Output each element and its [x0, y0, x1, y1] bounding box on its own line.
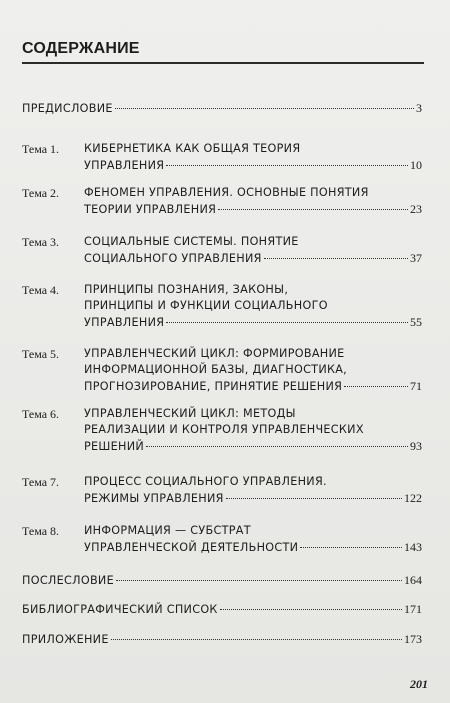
toc-entry-line: ПРИНЦИПЫ И ФУНКЦИИ СОЦИАЛЬНОГО: [84, 299, 328, 312]
toc-page-number: 143: [404, 540, 422, 554]
dot-leader: [226, 498, 402, 499]
toc-entry-title: РЕЖИМЫ УПРАВЛЕНИЯ: [84, 492, 224, 505]
page-title: СОДЕРЖАНИЕ: [22, 40, 140, 57]
dot-leader: [146, 446, 408, 447]
toc-page-number: 93: [410, 439, 422, 453]
toc-entry-line: ПРОЦЕСС СОЦИАЛЬНОГО УПРАВЛЕНИЯ.: [84, 475, 327, 488]
topic-number: Тема 3.: [22, 235, 60, 249]
toc-page-number: 164: [404, 573, 422, 587]
toc-entry-line: УПРАВЛЕНЧЕСКИЙ ЦИКЛ: МЕТОДЫ: [84, 407, 296, 420]
toc-entry-title: УПРАВЛЕНИЯ: [84, 316, 165, 329]
topic-number: Тема 1.: [22, 142, 60, 156]
toc-entry-line: ФЕНОМЕН УПРАВЛЕНИЯ. ОСНОВНЫЕ ПОНЯТИЯ: [84, 186, 369, 199]
toc-page-number: 37: [410, 251, 422, 265]
toc-entry-line: ИНФОРМАЦИОННОЙ БАЗЫ, ДИАГНОСТИКА,: [84, 363, 348, 376]
topic-number: Тема 5.: [22, 347, 60, 361]
toc-entry-line: СОЦИАЛЬНЫЕ СИСТЕМЫ. ПОНЯТИЕ: [84, 235, 299, 248]
dot-leader: [220, 609, 402, 610]
dot-leader: [111, 639, 402, 640]
toc-page-number: 55: [410, 315, 422, 329]
dot-leader: [300, 547, 402, 548]
toc-entry-line: КИБЕРНЕТИКА КАК ОБЩАЯ ТЕОРИЯ: [84, 142, 301, 155]
dot-leader: [115, 108, 414, 109]
toc-entry-title: СОЦИАЛЬНОГО УПРАВЛЕНИЯ: [84, 252, 262, 265]
topic-number: Тема 8.: [22, 524, 60, 538]
dot-leader: [344, 386, 408, 387]
toc-entry-line: ИНФОРМАЦИЯ — СУБСТРАТ: [84, 524, 251, 537]
toc-page-number: 171: [404, 602, 422, 616]
toc-entry-title: БИБЛИОГРАФИЧЕСКИЙ СПИСОК: [22, 603, 218, 616]
dot-leader: [264, 258, 408, 259]
page-number-folio: 201: [410, 677, 428, 691]
toc-page-number: 10: [410, 158, 422, 172]
toc-entry-title: ПОСЛЕСЛОВИЕ: [22, 574, 114, 587]
topic-number: Тема 4.: [22, 283, 60, 297]
toc-entry-title: УПРАВЛЕНЧЕСКОЙ ДЕЯТЕЛЬНОСТИ: [84, 541, 299, 554]
toc-entry-title: ПРИЛОЖЕНИЕ: [22, 633, 109, 646]
dot-leader: [166, 322, 408, 323]
toc-page-number: 3: [416, 101, 422, 115]
dot-leader: [116, 580, 402, 581]
toc-entry-line: РЕАЛИЗАЦИИ И КОНТРОЛЯ УПРАВЛЕНЧЕСКИХ: [84, 423, 364, 436]
toc-page-number: 71: [410, 379, 422, 393]
toc-entry-title: РЕШЕНИЙ: [84, 440, 145, 453]
toc-entry-line: УПРАВЛЕНЧЕСКИЙ ЦИКЛ: ФОРМИРОВАНИЕ: [84, 347, 345, 360]
topic-number: Тема 2.: [22, 186, 60, 200]
toc-entry-title: ПРОГНОЗИРОВАНИЕ, ПРИНЯТИЕ РЕШЕНИЯ: [84, 380, 343, 393]
toc-entry-title: ПРЕДИСЛОВИЕ: [22, 102, 113, 115]
toc-page-number: 122: [404, 491, 422, 505]
toc-entry-title: УПРАВЛЕНИЯ: [84, 159, 165, 172]
topic-number: Тема 7.: [22, 475, 60, 489]
topic-number: Тема 6.: [22, 407, 60, 421]
dot-leader: [166, 165, 408, 166]
toc-page-number: 23: [410, 202, 422, 216]
dot-leader: [218, 209, 408, 210]
toc-page-number: 173: [404, 632, 422, 646]
toc-entry-title: ТЕОРИИ УПРАВЛЕНИЯ: [84, 203, 217, 216]
toc-entry-line: ПРИНЦИПЫ ПОЗНАНИЯ, ЗАКОНЫ,: [84, 283, 289, 296]
